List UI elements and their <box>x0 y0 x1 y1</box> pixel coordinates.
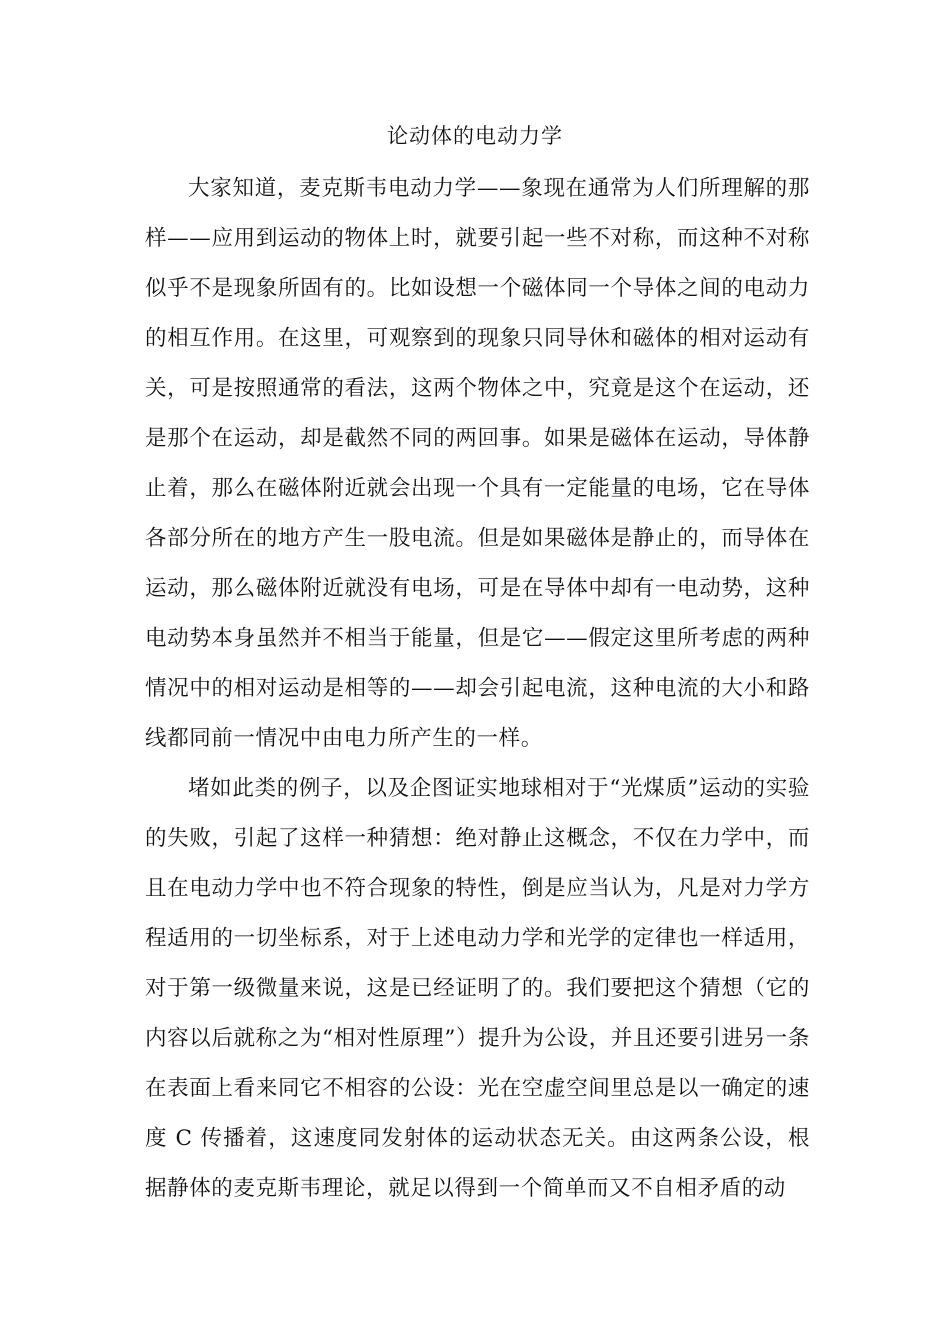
document-body <box>145 164 810 1214</box>
paragraph-2: 堵如此类的例子，以及企图证实地球相对于“光煤质”运动的实验的失败，引起了这样一种猜想：绝对静止这概念，不仅在力学中，而且在电动力学中也不符合现象的特性，倒是应当认为，凡是对力学方程适用的一切坐标系，对于上述电动力学和光学的定律也一样适用，对于第一级微量来说，这是已经证明了的。我们要把这个猜想（它的内容以后就称之为“相对性原理”）提升为公设，并且还要引进另一条在表面上看来同它不相容的公设：光在空虚空间里总是以一确定的速度 C 传播着，这速度同发射体的运动状态无关。由这两条公设，根据静体的麦克斯韦理论，就足以得到一个简单而又不自相矛盾的动 <box>145 776 810 1201</box>
paragraph-1: 大家知道，麦克斯韦电动力学——象现在通常为人们所理解的那样——应用到运动的物体上时，就要引起一些不对称，而这种不对称似乎不是现象所固有的。比如设想一个磁体同一个导体之间的电动力的相互作用。在这里，可观察到的现象只同导休和磁体的相对运动有关，可是按照通常的看法，这两个物体之中，究竟是这个在运动，还是那个在运动，却是截然不同的两回事。如果是磁体在运动，导体静止着，那么在磁体附近就会出现一个具有一定能量的电场，它在导体各部分所在的地方产生一股电流。但是如果磁体是静止的，而导体在运动，那么磁体附近就没有电场，可是在导体中却有一电动势，这种电动势本身虽然并不相当于能量，但是它——假定这里所考虑的两种情况中的相对运动是相等的——却会引起电流，这种电流的大小和路线都同前一情况中由电力所产生的一样。 <box>145 176 810 751</box>
document-title: 论动体的电动力学 <box>387 124 563 148</box>
